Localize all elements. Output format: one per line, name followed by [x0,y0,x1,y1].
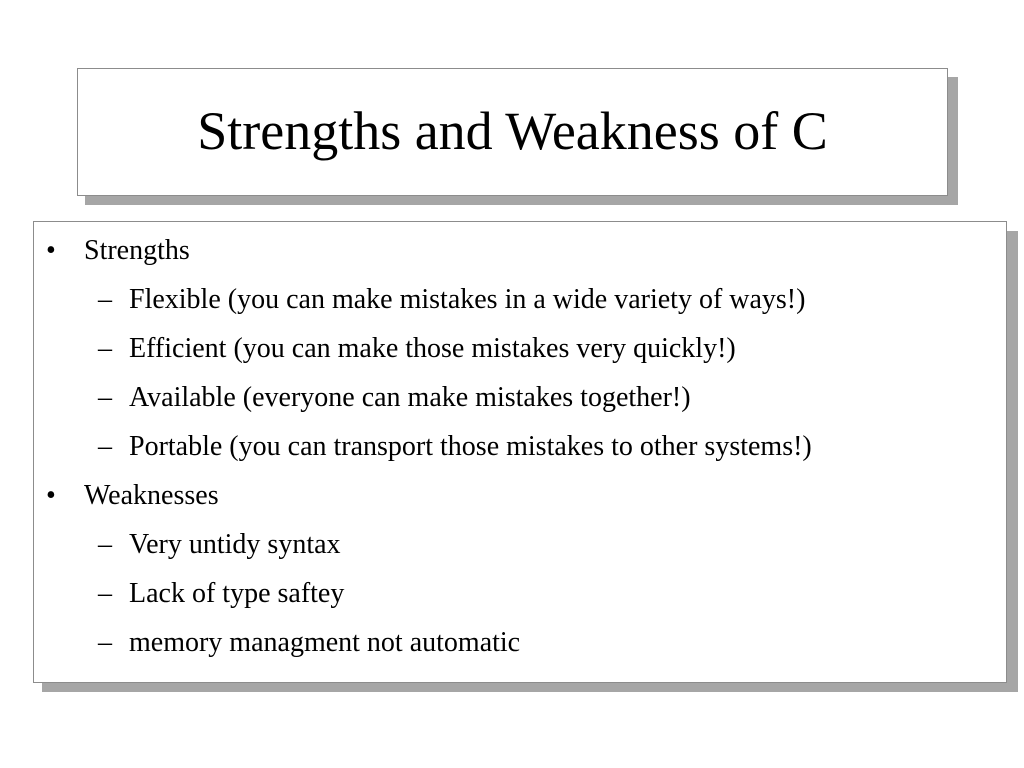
sub-bullet-text: Lack of type saftey [129,578,345,609]
bullet-marker: • [46,480,56,511]
bullet-heading: Weaknesses [84,480,219,511]
content-box [33,221,1007,683]
title-box [77,68,948,196]
bullet-marker: • [46,235,56,266]
sub-bullet-text: memory managment not automatic [129,627,521,658]
sub-bullet-text: Very untidy syntax [129,529,341,560]
sub-bullet-text: Available (everyone can make mistakes together!) [129,382,691,413]
bullet-heading: Strengths [84,235,190,266]
sub-bullet-text: Efficient (you can make those mistakes very quickly!) [129,333,736,364]
dash-marker: – [98,431,112,462]
slide-title: Strengths and Weakness of C [197,101,828,161]
sub-bullet-text: Flexible (you can make mistakes in a wide variety of ways!) [129,284,806,315]
sub-bullet-text: Portable (you can transport those mistakes to other systems!) [129,431,812,462]
dash-marker: – [98,333,112,364]
dash-marker: – [98,529,112,560]
dash-marker: – [98,382,112,413]
dash-marker: – [98,627,112,658]
dash-marker: – [98,578,112,609]
dash-marker: – [98,284,112,315]
